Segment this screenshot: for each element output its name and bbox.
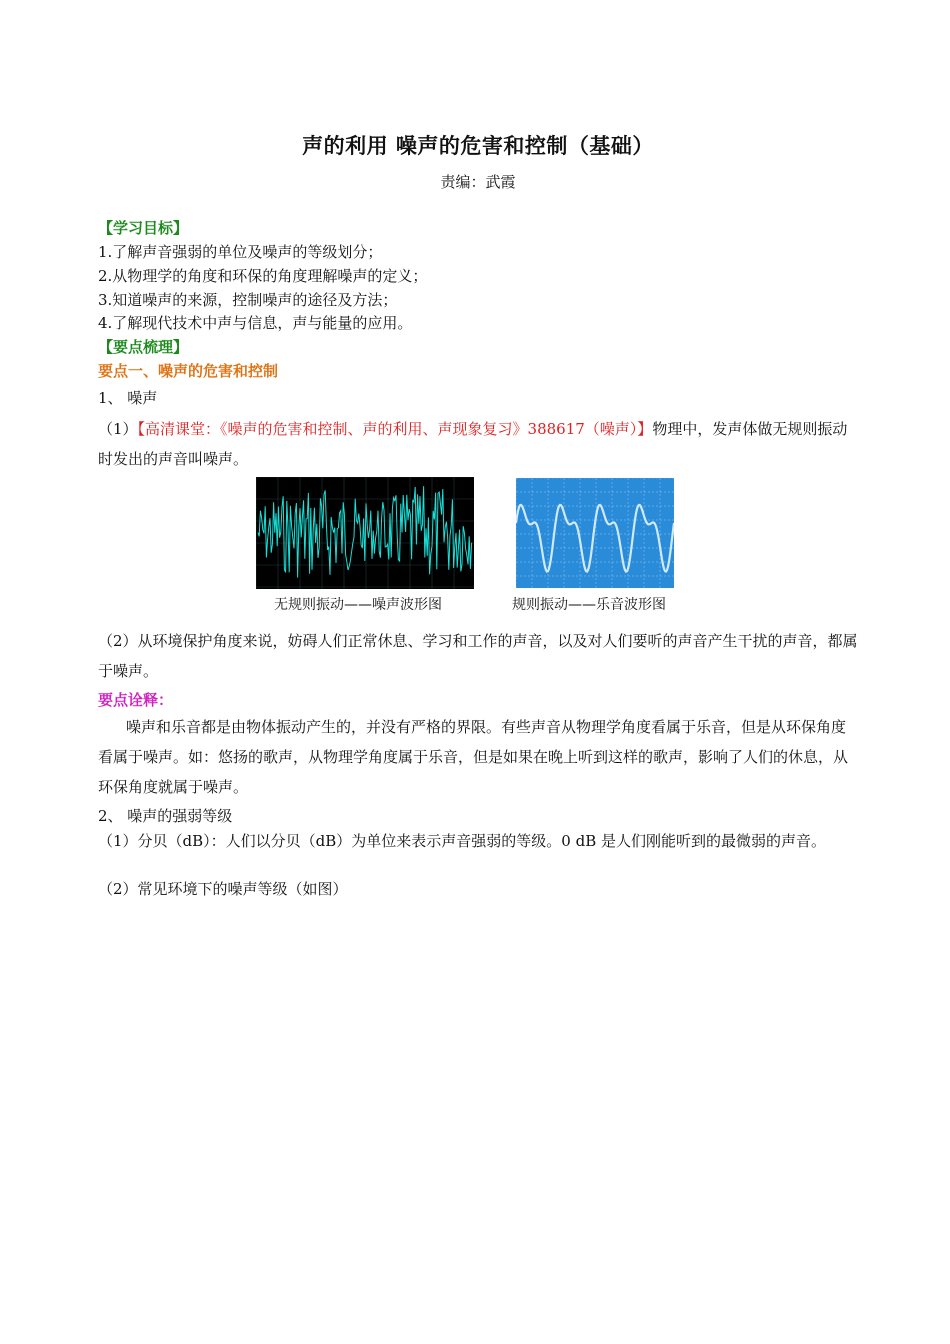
objective-item: 3.知道噪声的来源，控制噪声的途径及方法；: [98, 291, 398, 309]
class-video-link[interactable]: 【高清课堂：《噪声的危害和控制、声的利用、声现象复习》388617（噪声）】: [137, 420, 653, 438]
paragraph-1-prefix: （1）: [98, 420, 138, 438]
objective-item: 2.从物理学的角度和环保的角度理解噪声的定义；: [98, 267, 428, 285]
paragraph-1: [98, 414, 858, 474]
paragraph-1-text: 物理中，发声体做无规则振动时发出的声音叫噪声。: [98, 420, 848, 468]
section2-label: 2、 噪声的强弱等级: [98, 807, 233, 825]
objective-item: 4.了解现代技术中声与信息，声与能量的应用。: [98, 314, 413, 332]
author-line: 责编：武霞: [440, 173, 516, 191]
summary-heading: 【要点梳理】: [98, 338, 189, 356]
noise-figure-caption: 无规则振动——噪声波形图: [274, 597, 442, 613]
music-waveform-figure: [516, 478, 674, 588]
note-paragraph: 噪声和乐音都是由物体振动产生的，并没有严格的界限。有些声音从物理学角度看属于乐音，但是从环保角度看属于噪声。如：悠扬的歌声，从物理学角度属于乐音，但是如果在晚上听到这样的歌声，影响了人们的休息，从环保角度就属于噪声。: [98, 718, 849, 796]
objective-item: 1.了解声音强弱的单位及噪声的等级划分；: [98, 243, 383, 261]
section2-paragraph-2: （2）常见环境下的噪声等级（如图）: [98, 880, 348, 898]
note-heading: 要点诠释：: [98, 691, 174, 709]
point1-heading: 要点一、噪声的危害和控制: [98, 362, 279, 380]
section2-paragraph-1: （1）分贝（dB）：人们以分贝（dB）为单位来表示声音强弱的等级。0 dB 是人们刚能听到的最微弱的声音。: [98, 832, 827, 850]
page-title: 声的利用 噪声的危害和控制（基础）: [302, 134, 654, 158]
objectives-heading: 【学习目标】: [98, 219, 189, 237]
paragraph-2: （2）从环境保护角度来说，妨碍人们正常休息、学习和工作的声音，以及对人们要听的声音产生干扰的声音，都属于噪声。: [98, 632, 858, 680]
noise-waveform-figure: [256, 477, 474, 589]
music-figure-caption: 规则振动——乐音波形图: [512, 597, 666, 613]
section1-label: 1、 噪声: [98, 389, 158, 407]
